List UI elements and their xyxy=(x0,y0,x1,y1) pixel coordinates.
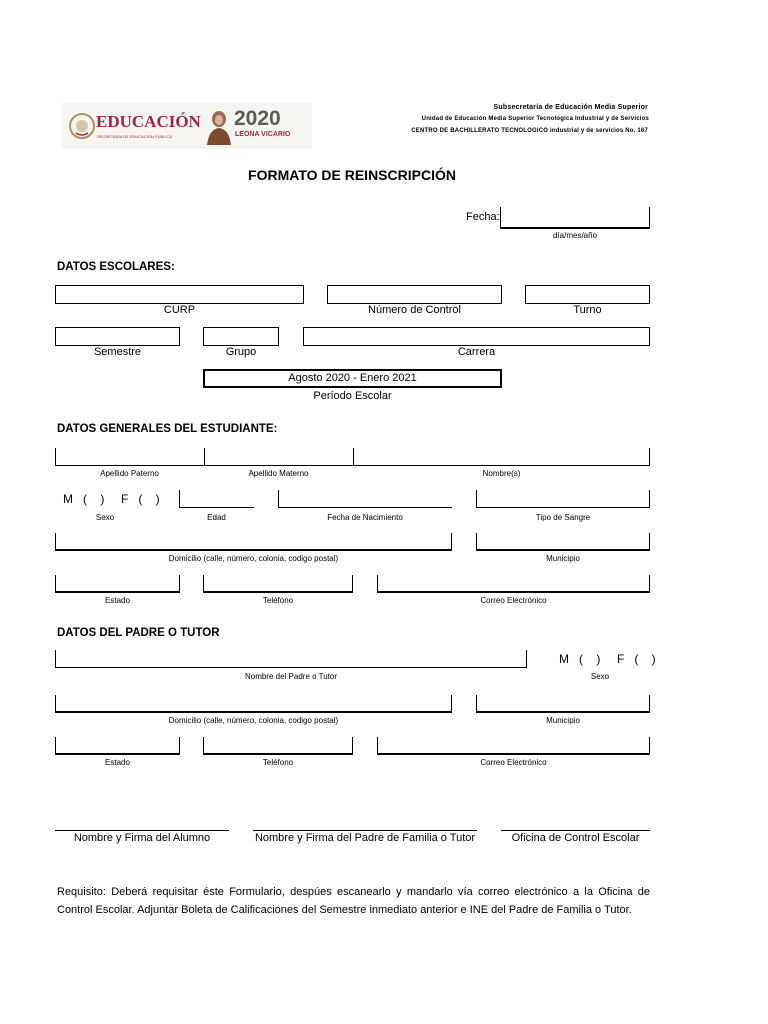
tutor-correo-input[interactable] xyxy=(377,737,650,755)
form-title: FORMATO DE REINSCRIPCIÓN xyxy=(248,167,456,183)
periodo-box: Agosto 2020 - Enero 2021 xyxy=(203,369,502,388)
edad-label: Edad xyxy=(207,513,226,522)
periodo-label: Período Escolar xyxy=(313,390,392,402)
turno-input[interactable] xyxy=(525,285,650,304)
apellido-paterno-input[interactable] xyxy=(55,448,204,466)
municipio-input[interactable] xyxy=(476,533,650,551)
firma-alumno-label: Nombre y Firma del Alumno xyxy=(73,832,211,844)
telefono-input[interactable] xyxy=(203,575,353,593)
fecha-label: Fecha: xyxy=(466,211,500,223)
curp-label: CURP xyxy=(163,304,196,316)
header-line-3: CENTRO DE BACHILLERATO TECNOLOGICO industrial y de servicios No. 167 xyxy=(411,128,648,134)
estudiante-heading: DATOS GENERALES DEL ESTUDIANTE: xyxy=(57,423,278,435)
tipo-sangre-input[interactable] xyxy=(476,490,650,508)
tutor-estado-label: Estado xyxy=(105,758,130,767)
tutor-domicilio-input[interactable] xyxy=(55,695,452,713)
tutor-municipio-input[interactable] xyxy=(476,695,650,713)
apellido-materno-label: Apellido Materno xyxy=(248,469,309,478)
tutor-estado-input[interactable] xyxy=(55,737,180,755)
fecha-nacimiento-input[interactable] xyxy=(278,490,452,508)
grupo-label: Grupo xyxy=(225,346,257,358)
tutor-telefono-input[interactable] xyxy=(203,737,353,755)
domicilio-label: Domicilio (calle, número, colonia, codigo postal) xyxy=(168,554,339,563)
telefono-label: Teléfono xyxy=(262,596,294,605)
apellido-materno-input[interactable] xyxy=(204,448,353,466)
requisito-note: Requisito: Deberá requisitar éste Formulario, despúes escanearlo y mandarlo vía correo electrónico a la Oficina de Control Escolar. Adjuntar Boleta de Calificaciones del Semestre inmediato anterior e INE del Padre de Familia o Tutor. xyxy=(57,886,650,916)
sep-seal-icon xyxy=(68,111,96,141)
nombres-input[interactable] xyxy=(353,448,650,466)
grupo-input[interactable] xyxy=(203,327,279,346)
logo-subtitle: SECRETARÍA DE EDUCACIÓN PÚBLICA xyxy=(97,134,173,139)
fecha-hint: día/mes/año xyxy=(552,231,598,240)
sexo-label: Sexo xyxy=(95,513,115,522)
correo-input[interactable] xyxy=(377,575,650,593)
curp-input[interactable] xyxy=(55,285,304,304)
fecha-nacimiento-label: Fecha de Nacimiento xyxy=(327,513,403,522)
year-title: 2020 xyxy=(234,107,281,130)
firma-padre-label: Nombre y Firma del Padre de Familia o Tutor xyxy=(254,832,476,844)
leona-vicario-portrait-icon xyxy=(205,107,233,145)
tutor-nombre-input[interactable] xyxy=(55,650,527,668)
domicilio-input[interactable] xyxy=(55,533,452,551)
tipo-sangre-label: Tipo de Sangre xyxy=(535,513,591,522)
tutor-domicilio-label: Domicilio (calle, número, colonia, codigo postal) xyxy=(168,716,339,725)
apellido-paterno-label: Apellido Paterno xyxy=(100,469,159,478)
control-input[interactable] xyxy=(327,285,502,304)
municipio-label: Municipio xyxy=(546,554,580,563)
nombres-label: Nombre(s) xyxy=(482,469,521,478)
sexo-options[interactable]: M ( ) F ( ) xyxy=(63,492,160,506)
year-subtitle: LEONA VICARIO xyxy=(235,131,291,138)
carrera-label: Carrera xyxy=(457,346,496,358)
header-line-2: Unidad de Educación Media Superior Tecnológica Industrial y de Servicios xyxy=(421,116,649,122)
tutor-correo-label: Correo Electrónico xyxy=(480,758,547,767)
logo-title: EDUCACIÓN xyxy=(96,112,201,131)
tutor-heading: DATOS DEL PADRE O TUTOR xyxy=(57,627,220,639)
carrera-input[interactable] xyxy=(303,327,650,346)
semestre-input[interactable] xyxy=(55,327,180,346)
firma-oficina-label: Oficina de Control Escolar xyxy=(511,832,640,844)
escolares-heading: DATOS ESCOLARES: xyxy=(57,261,175,273)
estado-input[interactable] xyxy=(55,575,180,593)
edad-input[interactable] xyxy=(179,490,254,508)
header-line-1: Subsecretaría de Educación Media Superior xyxy=(493,104,648,111)
firma-oficina-line[interactable] xyxy=(501,830,650,831)
turno-label: Turno xyxy=(573,304,602,316)
tutor-telefono-label: Teléfono xyxy=(262,758,294,767)
semestre-label: Semestre xyxy=(93,346,142,358)
firma-alumno-line[interactable] xyxy=(55,830,229,831)
fecha-input[interactable] xyxy=(500,207,650,229)
control-label: Número de Control xyxy=(368,304,461,316)
logo-header xyxy=(62,103,312,149)
tutor-sexo-label: Sexo xyxy=(590,672,610,681)
correo-label: Correo Electrónico xyxy=(480,596,547,605)
estado-label: Estado xyxy=(105,596,130,605)
tutor-nombre-label: Nombre del Padre o Tutor xyxy=(244,672,338,681)
tutor-sexo-options[interactable]: M ( ) F ( ) xyxy=(559,652,656,666)
firma-padre-line[interactable] xyxy=(253,830,477,831)
tutor-municipio-label: Municipio xyxy=(546,716,580,725)
